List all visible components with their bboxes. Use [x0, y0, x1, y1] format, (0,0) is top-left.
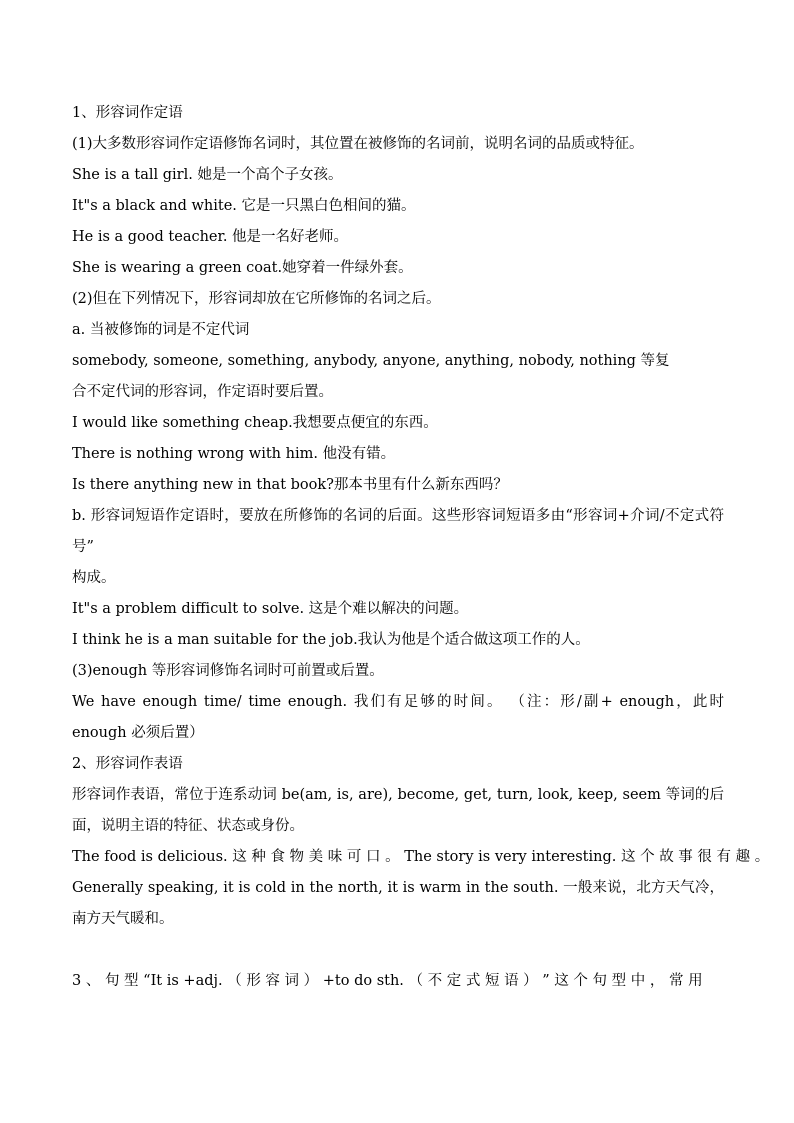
example-sentence: Is there anything new in that book?那本书里有什么新东西吗？	[72, 477, 508, 493]
example-sentence: He is a good teacher. 他是一名好老师。	[72, 229, 349, 245]
example-sentence: I think he is a man suitable for the job.我认为他是个适合做这项工作的人。	[72, 632, 590, 648]
paragraph-line: 构成。	[72, 570, 116, 586]
subsection-heading: (3)enough 等形容词修饰名词时可前置或后置。	[72, 663, 384, 679]
paragraph-block: Generally speaking, it is cold in the north, it is warm in the south. 一般来说，北方天气冷，南方天气暖和。	[72, 880, 724, 927]
paragraph-block: b. 形容词短语作定语时，要放在所修饰的名词的后面。这些形容词短语多由“形容词+介词/不定式符号”	[72, 508, 724, 555]
example-sentence: It"s a black and white. 它是一只黑白色相间的猫。	[72, 198, 416, 214]
section-heading-2: 2、形容词作表语	[72, 756, 183, 772]
example-sentence: I would like something cheap.我想要点便宜的东西。	[72, 415, 438, 431]
section-heading-1: 1、形容词作定语	[72, 105, 183, 121]
subsection-heading: (2)但在下列情况下，形容词却放在它所修饰的名词之后。	[72, 291, 441, 307]
document-body	[72, 98, 770, 997]
example-sentence: The food is delicious. 这 种 食 物 美 味 可 口 。 The story is very interesting. 这 个 故 事 很 有 趣 。	[72, 849, 770, 865]
paragraph-block: 形容词作表语，常位于连系动词 be(am, is, are), become, get, turn, look, keep, seem 等词的后面，说明主语的特征、状态或身份。	[72, 787, 724, 834]
example-sentence: She is a tall girl. 她是一个高个子女孩。	[72, 167, 343, 183]
paragraph-line: 合不定代词的形容词，作定语时要后置。	[72, 384, 333, 400]
paragraph-line: somebody, someone, something, anybody, anyone, anything, nobody, nothing 等复	[72, 353, 670, 369]
paragraph-line: (1)大多数形容词作定语修饰名词时，其位置在被修饰的名词前，说明名词的品质或特征。	[72, 136, 644, 152]
paragraph-line: a. 当被修饰的词是不定代词	[72, 322, 250, 338]
paragraph-block: We have enough time/ time enough. 我们有足够的时间。 （注：形/副+ enough，此时 enough 必须后置）	[72, 694, 724, 741]
blank-line	[72, 935, 724, 966]
example-sentence: It"s a problem difficult to solve. 这是个难以解决的问题。	[72, 601, 469, 617]
section-heading-3: 3 、 句 型 “It is +adj. （ 形 容 词 ） +to do sth. （ 不 定 式 短 语 ） ” 这 个 句 型 中 ， 常 用	[72, 973, 703, 989]
example-sentence: There is nothing wrong with him. 他没有错。	[72, 446, 396, 462]
example-sentence: She is wearing a green coat.她穿着一件绿外套。	[72, 260, 413, 276]
